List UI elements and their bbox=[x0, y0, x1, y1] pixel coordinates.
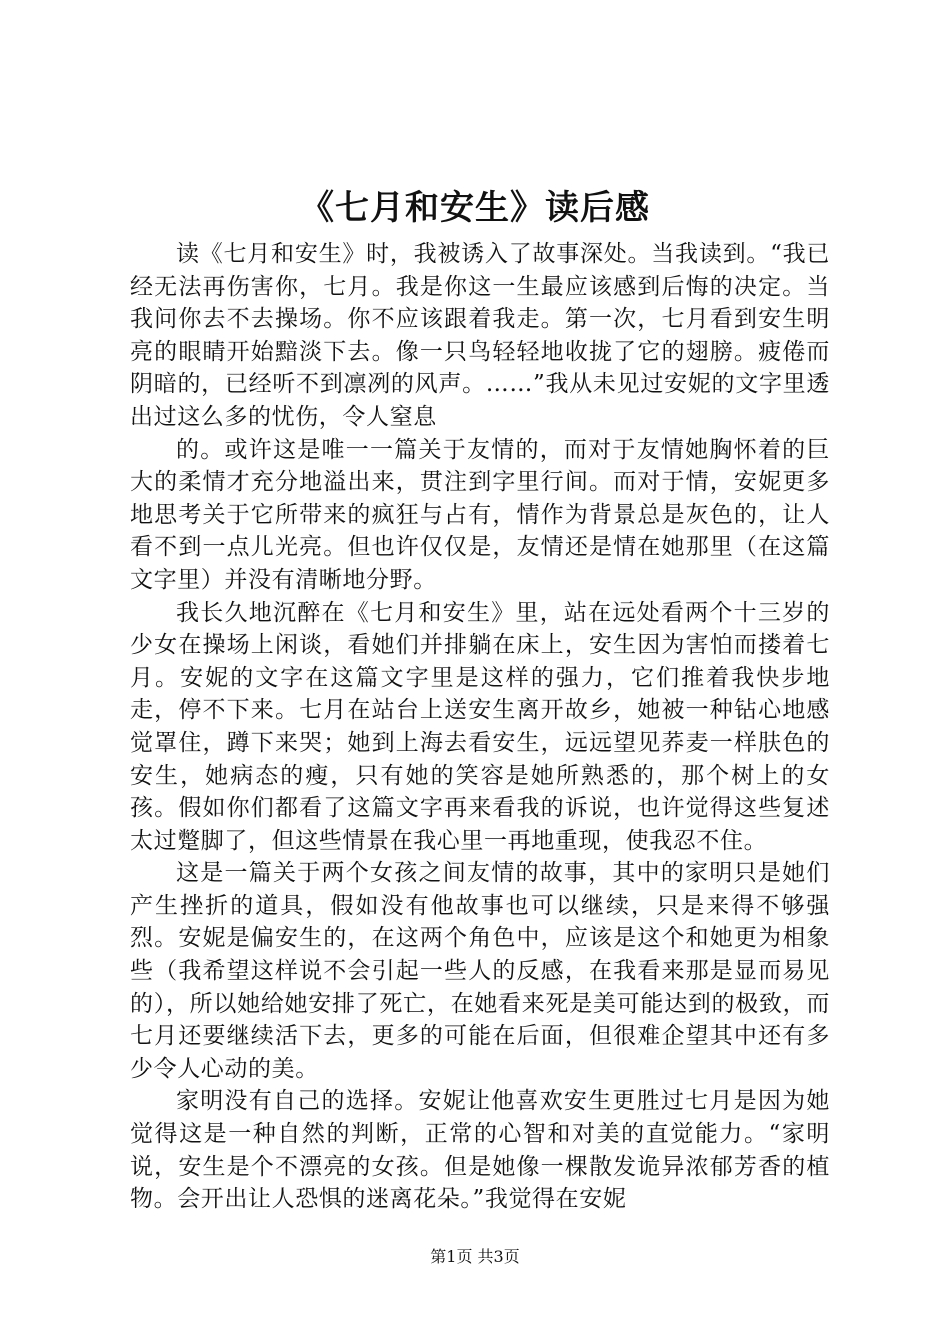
paragraph-3: 我长久地沉醉在《七月和安生》里，站在远处看两个十三岁的少女在操场上闲谈，看她们并排躺在床上，安生因为害怕而搂着七月。安妮的文字在这篇文字里是这样的强力，它们推着我快步地走，停不下来。七月在站台上送安生离开故乡，她被一种钻心地感觉罩住，蹲下来哭；她到上海去看安生，远远望见荞麦一样肤色的安生，她病态的瘦，只有她的笑容是她所熟悉的，那个树上的女孩。假如你们都看了这篇文字再来看我的诉说，也许觉得这些复述太过蹩脚了，但这些情景在我心里一再地重现，使我忍不住。 bbox=[130, 599, 830, 854]
document-body bbox=[130, 238, 830, 1216]
page-number-footer: 第1页 共3页 bbox=[430, 1247, 520, 1266]
paragraph-2: 的。或许这是唯一一篇关于友情的，而对于友情她胸怀着的巨大的柔情才充分地溢出来，贯注到字里行间。而对于情，安妮更多地思考关于它所带来的疯狂与占有，情作为背景总是灰色的，让人看不到一点儿光亮。但也许仅仅是，友情还是情在她那里（在这篇文字里）并没有清晰地分野。 bbox=[130, 436, 830, 593]
paragraph-1: 读《七月和安生》时，我被诱入了故事深处。当我读到。“我已经无法再伤害你，七月。我是你这一生最应该感到后悔的决定。当我问你去不去操场。你不应该跟着我走。第一次，七月看到安生明亮的眼睛开始黯淡下去。像一只鸟轻轻地收拢了它的翅膀。疲倦而阴暗的，已经听不到凛冽的风声。……”我从未见过安妮的文字里透出过这么多的忧伤，令人窒息 bbox=[130, 241, 830, 430]
paragraph-4: 这是一篇关于两个女孩之间友情的故事，其中的家明只是她们产生挫折的道具，假如没有他故事也可以继续，只是来得不够强烈。安妮是偏安生的，在这两个角色中，应该是这个和她更为相象些（我希望这样说不会引起一些人的反感，在我看来那是显而易见的），所以她给她安排了死亡，在她看来死是美可能达到的极致，而七月还要继续活下去，更多的可能在后面，但很难企望其中还有多少令人心动的美。 bbox=[130, 860, 830, 1082]
document-title: 《七月和安生》读后感 bbox=[300, 188, 650, 228]
paragraph-5: 家明没有自己的选择。安妮让他喜欢安生更胜过七月是因为她觉得这是一种自然的判断，正常的心智和对美的直觉能力。“家明说，安生是个不漂亮的女孩。但是她像一棵散发诡异浓郁芳香的植物。会开出让人恐惧的迷离花朵。”我觉得在安妮 bbox=[130, 1088, 830, 1213]
